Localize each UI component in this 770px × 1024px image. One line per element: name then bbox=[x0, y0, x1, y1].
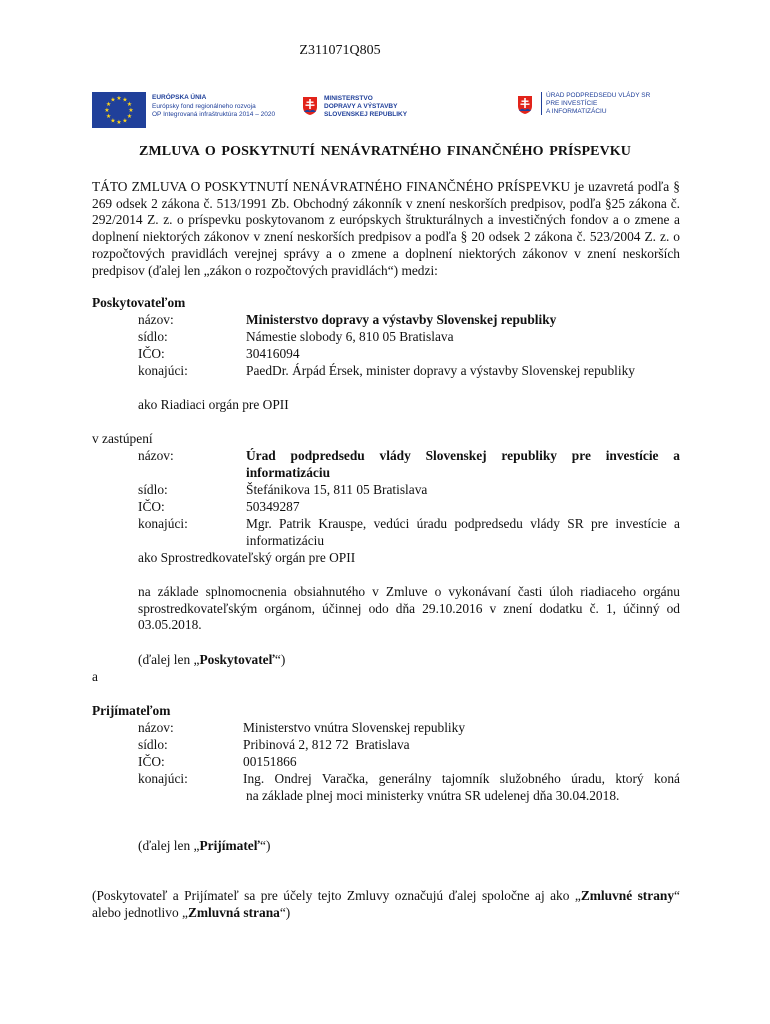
recipient-alias: (ďalej len „Prijímateľ“) bbox=[138, 838, 271, 853]
provider-label-acting: konajúci: bbox=[138, 363, 188, 378]
contract-title: ZMLUVA O POSKYTNUTÍ NENÁVRATNÉHO FINANČNÉHO PRÍSPEVKU bbox=[139, 144, 631, 159]
provider-value-acting: PaedDr. Árpád Érsek, minister dopravy a výstavby Slovenskej republiky bbox=[246, 363, 635, 378]
representation-heading: v zastúpení bbox=[92, 431, 153, 446]
ministry-logo-text: MINISTERSTVO DOPRAVY A VÝSTAVBY SLOVENSKEJ REPUBLIKY bbox=[324, 95, 408, 118]
provider-label-seat: sídlo: bbox=[138, 329, 168, 344]
svg-text:★: ★ bbox=[122, 96, 128, 104]
recipient-value-acting: Ing. Ondrej Varačka, generálny tajomník služobného úradu, ktorý koná bbox=[243, 771, 680, 786]
representation-role: ako Sprostredkovateľský orgán pre OPII bbox=[138, 550, 356, 565]
recipient-label-acting: konajúci: bbox=[138, 771, 188, 786]
svg-text:★: ★ bbox=[105, 101, 112, 108]
eu-logo-text: EURÓPSKA ÚNIA Európsky fond regionálneho rozvoja OP Integrovaná infraštruktúra 2014 – 2020 bbox=[152, 94, 276, 118]
representation-value-seat: Štefánikova 15, 811 05 Bratislava bbox=[246, 482, 428, 497]
provider-value-ico: 30416094 bbox=[246, 346, 300, 361]
svg-text:★: ★ bbox=[110, 96, 116, 104]
logo-bar bbox=[0, 88, 770, 132]
recipient-value-acting-continued: na základe plnej moci ministerky vnútra SR udelenej dňa 30.04.2018. bbox=[246, 788, 620, 803]
provider-role: ako Riadiaci orgán pre OPII bbox=[138, 397, 289, 412]
slovak-coat-of-arms-icon bbox=[302, 96, 318, 116]
provider-label-name: názov: bbox=[138, 312, 174, 327]
recipient-label-name: názov: bbox=[138, 720, 174, 735]
recipient-label-ico: IČO: bbox=[138, 754, 165, 769]
recipient-value-seat: Pribinová 2, 812 72 Bratislava bbox=[243, 737, 410, 752]
eu-flag-icon bbox=[92, 92, 146, 128]
representation-label-name: názov: bbox=[138, 448, 174, 463]
provider-alias: (ďalej len „Poskytovateľ“) bbox=[138, 652, 286, 667]
document-code: Z311071Q805 bbox=[299, 43, 381, 58]
svg-text:★: ★ bbox=[116, 119, 122, 126]
provider-value-name: Ministerstvo dopravy a výstavby Slovenskej republiky bbox=[246, 312, 557, 327]
svg-text:★: ★ bbox=[104, 107, 110, 114]
recipient-value-ico: 00151866 bbox=[243, 754, 297, 769]
svg-text:★: ★ bbox=[128, 107, 134, 114]
provider-heading: Poskytovateľom bbox=[92, 295, 186, 310]
provider-label-ico: IČO: bbox=[138, 346, 165, 361]
intro-paragraph: TÁTO ZMLUVA O POSKYTNUTÍ NENÁVRATNÉHO FINANČNÉHO PRÍSPEVKU je uzavretá podľa § 269 odsek 2 zákona č. 513/1991 Zb. Obchodný zákonník v znení neskorších predpisov, podľa §25 zákona č. 292/2014 Z. z. o príspevku poskytovanom z európskych štrukturálnych a investičných fondov a o zmene a doplnení niektorých zákonov v znení neskorších predpisov a podľa § 20 odsek 2 zákona č. 523/2004 Z. z. o rozpočtových pravidlách verejnej správy a o zmene a doplnení niektorých zákonov v znení neskorších predpisov (ďalej len „zákon o rozpočtových pravidlách“) medzi: bbox=[92, 179, 680, 278]
slovak-coat-of-arms-icon bbox=[517, 95, 533, 115]
provider-value-seat: Námestie slobody 6, 810 05 Bratislava bbox=[246, 329, 454, 344]
representation-value-ico: 50349287 bbox=[246, 499, 300, 514]
svg-text:★: ★ bbox=[105, 113, 112, 120]
svg-text:★: ★ bbox=[126, 113, 133, 120]
representation-label-ico: IČO: bbox=[138, 499, 165, 514]
svg-text:★: ★ bbox=[122, 117, 128, 125]
svg-text:★: ★ bbox=[110, 117, 116, 125]
parties-paragraph: (Poskytovateľ a Prijímateľ sa pre účely tejto Zmluvy označujú ďalej spoločne aj ako „Zmluvné strany“ alebo jednotlivo „Zmluvná strana“) bbox=[92, 888, 680, 920]
and-separator: a bbox=[92, 669, 98, 684]
representation-label-seat: sídlo: bbox=[138, 482, 168, 497]
representation-value-acting: Mgr. Patrik Krauspe, vedúci úradu podpredsedu vlády SR pre investície a informatizáciu bbox=[246, 516, 680, 548]
recipient-heading: Prijímateľom bbox=[92, 703, 171, 718]
representation-value-name: Úrad podpredsedu vlády Slovenskej republiky pre investície a informatizáciu bbox=[246, 448, 680, 480]
representation-basis: na základe splnomocnenia obsiahnutého v Zmluve o vykonávaní časti úloh riadiaceho orgánu sprostredkovateľským orgánom, účinnej odo dňa 29.10.2016 v znení dodatku č. 1, účinný od 03.05.2018. bbox=[138, 584, 680, 633]
representation-label-acting: konajúci: bbox=[138, 516, 188, 531]
recipient-label-seat: sídlo: bbox=[138, 737, 168, 752]
recipient-value-name: Ministerstvo vnútra Slovenskej republiky bbox=[243, 720, 466, 735]
svg-text:★: ★ bbox=[126, 101, 133, 108]
svg-text:★: ★ bbox=[116, 95, 122, 102]
government-office-logo-text: ÚRAD PODPREDSEDU VLÁDY SR PRE INVESTÍCIE A INFORMATIZÁCIU bbox=[541, 92, 650, 115]
